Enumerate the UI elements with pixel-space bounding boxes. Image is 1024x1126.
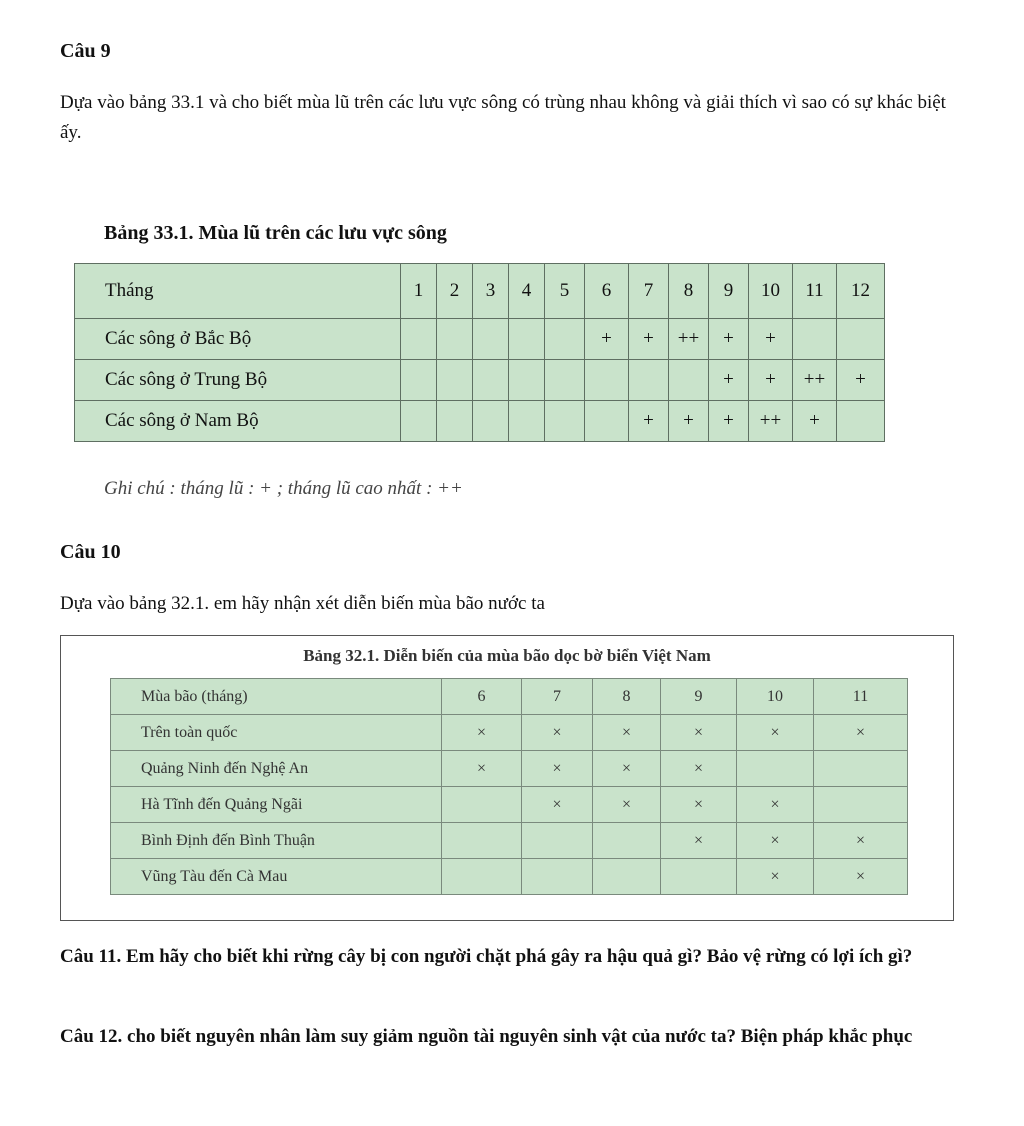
cell: × [661, 715, 737, 751]
cell [837, 319, 885, 360]
row-label: Các sông ở Trung Bộ [75, 360, 401, 401]
cell: ++ [793, 360, 837, 401]
cell: × [593, 715, 661, 751]
cell: + [669, 401, 709, 442]
cell: × [737, 859, 814, 895]
cell: + [585, 319, 629, 360]
cell: × [442, 715, 522, 751]
cell [437, 319, 473, 360]
cell [585, 401, 629, 442]
cell: + [709, 360, 749, 401]
month-3: 3 [473, 264, 509, 319]
cell [522, 823, 593, 859]
table-row-toan-quoc [111, 715, 908, 751]
table321-header-row [111, 679, 908, 715]
q10-title: Câu 10 [60, 541, 121, 563]
cell [837, 401, 885, 442]
month-8: 8 [669, 264, 709, 319]
q11-text: Câu 11. Em hãy cho biết khi rừng cây bị con người chặt phá gây ra hậu quả gì? Bảo vệ rừng có lợi ích gì? [60, 946, 913, 967]
q9-title: Câu 9 [60, 40, 111, 62]
cell [442, 787, 522, 823]
month-4: 4 [509, 264, 545, 319]
cell: + [709, 319, 749, 360]
cell [545, 319, 585, 360]
cell [509, 319, 545, 360]
cell [522, 859, 593, 895]
flood-season-table [74, 263, 885, 442]
cell: × [661, 751, 737, 787]
month-10: 10 [749, 264, 793, 319]
cell: × [661, 823, 737, 859]
cell [437, 360, 473, 401]
month-7: 7 [522, 679, 593, 715]
row-label: Hà Tĩnh đến Quảng Ngãi [111, 787, 442, 823]
cell [814, 751, 908, 787]
table331-header-row [75, 264, 885, 319]
cell [661, 859, 737, 895]
cell: × [737, 823, 814, 859]
q10-text: Dựa vào bảng 32.1. em hãy nhận xét diễn biến mùa bão nước ta [60, 593, 545, 614]
table-row-nam-bo [75, 401, 885, 442]
cell [509, 360, 545, 401]
cell: + [749, 319, 793, 360]
table-row-trung-bo [75, 360, 885, 401]
month-12: 12 [837, 264, 885, 319]
month-9: 9 [709, 264, 749, 319]
cell [629, 360, 669, 401]
row-label: Quảng Ninh đến Nghệ An [111, 751, 442, 787]
cell [545, 360, 585, 401]
cell: × [442, 751, 522, 787]
cell: × [522, 787, 593, 823]
cell: + [793, 401, 837, 442]
month-1: 1 [401, 264, 437, 319]
cell [473, 401, 509, 442]
cell [545, 401, 585, 442]
cell [737, 751, 814, 787]
row-label: Các sông ở Nam Bộ [75, 401, 401, 442]
cell [401, 360, 437, 401]
month-10: 10 [737, 679, 814, 715]
cell: ++ [749, 401, 793, 442]
storm-season-table [110, 678, 908, 895]
table321-figure [60, 635, 954, 921]
month-11: 11 [793, 264, 837, 319]
table-row-quang-ninh-nghe-an [111, 751, 908, 787]
cell: + [629, 401, 669, 442]
month-6: 6 [442, 679, 522, 715]
cell: × [814, 859, 908, 895]
month-8: 8 [593, 679, 661, 715]
row-label: Các sông ở Bắc Bộ [75, 319, 401, 360]
cell [585, 360, 629, 401]
month-11: 11 [814, 679, 908, 715]
cell [593, 859, 661, 895]
cell: × [814, 715, 908, 751]
cell: + [837, 360, 885, 401]
cell: ++ [669, 319, 709, 360]
cell [442, 823, 522, 859]
q9-text: Dựa vào bảng 33.1 và cho biết mùa lũ trên các lưu vực sông có trùng nhau không và giải thích vì sao có sự khác biệt ấy. [60, 92, 946, 143]
cell: + [709, 401, 749, 442]
table-row-vung-tau-ca-mau [111, 859, 908, 895]
cell: + [629, 319, 669, 360]
table331-header-label: Tháng [75, 264, 401, 319]
cell: × [814, 823, 908, 859]
cell [437, 401, 473, 442]
row-label: Trên toàn quốc [111, 715, 442, 751]
month-6: 6 [585, 264, 629, 319]
cell [401, 319, 437, 360]
cell: × [522, 715, 593, 751]
cell: × [522, 751, 593, 787]
cell [473, 319, 509, 360]
table-row-bac-bo [75, 319, 885, 360]
cell [473, 360, 509, 401]
cell: + [749, 360, 793, 401]
table331-note: Ghi chú : tháng lũ : + ; tháng lũ cao nhất : ++ [104, 478, 463, 499]
cell [793, 319, 837, 360]
row-label: Vũng Tàu đến Cà Mau [111, 859, 442, 895]
table321-caption: Bảng 32.1. Diễn biến của mùa bão dọc bờ biển Việt Nam [303, 646, 711, 665]
table-row-binh-dinh-binh-thuan [111, 823, 908, 859]
cell [669, 360, 709, 401]
q12-text: Câu 12. cho biết nguyên nhân làm suy giảm nguồn tài nguyên sinh vật của nước ta? Biện pháp khắc phục [60, 1026, 913, 1047]
table331-caption: Bảng 33.1. Mùa lũ trên các lưu vực sông [104, 222, 447, 244]
cell: × [593, 751, 661, 787]
cell: × [593, 787, 661, 823]
table321-header-label: Mùa bão (tháng) [111, 679, 442, 715]
cell [401, 401, 437, 442]
month-2: 2 [437, 264, 473, 319]
cell: × [661, 787, 737, 823]
cell [593, 823, 661, 859]
month-9: 9 [661, 679, 737, 715]
month-5: 5 [545, 264, 585, 319]
cell [814, 787, 908, 823]
table-row-ha-tinh-quang-ngai [111, 787, 908, 823]
cell [509, 401, 545, 442]
cell [442, 859, 522, 895]
cell: × [737, 787, 814, 823]
cell: × [737, 715, 814, 751]
row-label: Bình Định đến Bình Thuận [111, 823, 442, 859]
month-7: 7 [629, 264, 669, 319]
